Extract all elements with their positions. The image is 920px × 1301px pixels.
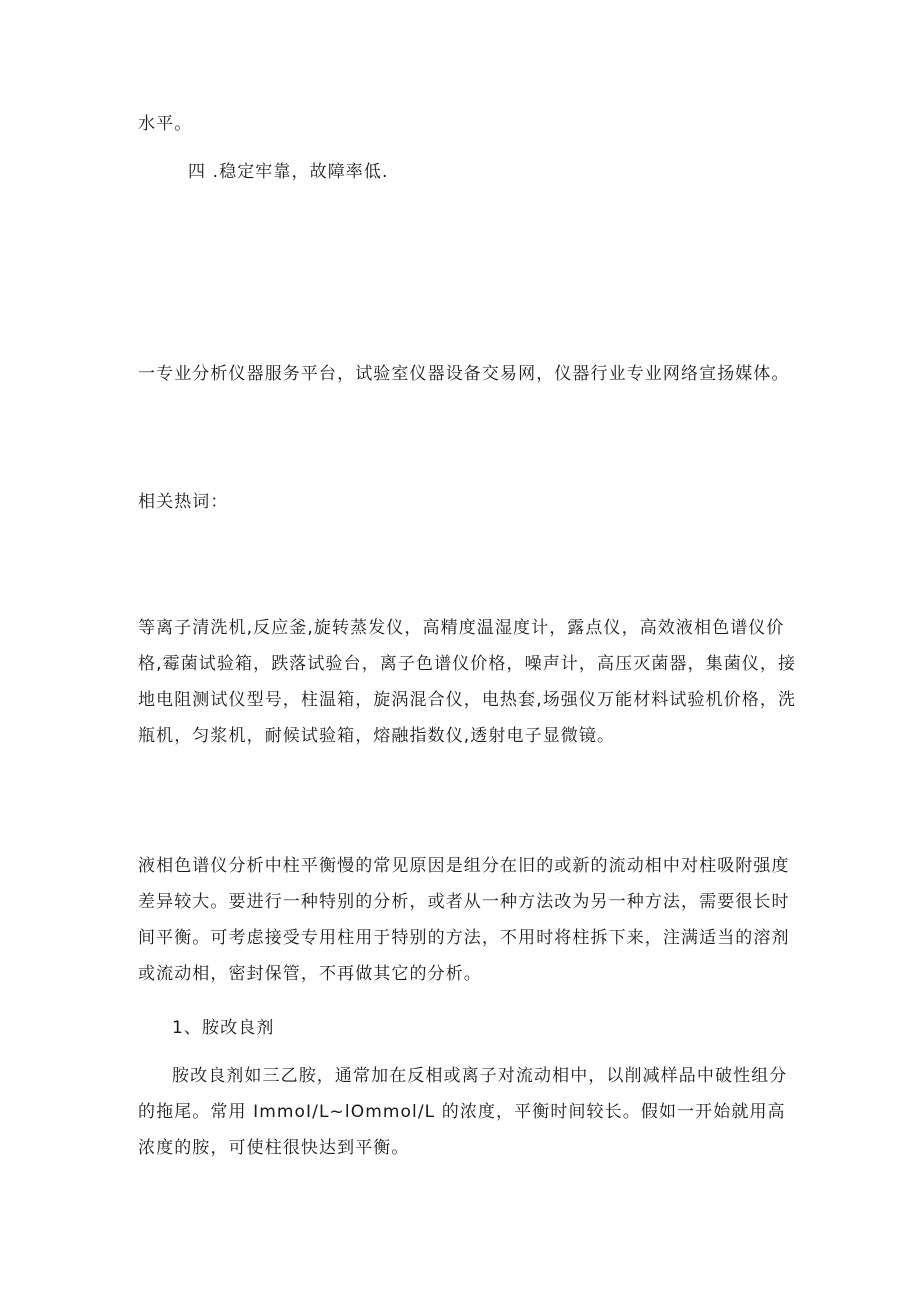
paragraph-column-equilibration: 液相色谱仪分析中柱平衡慢的常见原因是组分在旧的或新的流动相中对柱吸附强度差异较大。要进行一种特别的分析，或者从一种方法改为另一种方法，需要很长时间平衡。可考虑接受专用柱用于特别的方法，不用时将柱拆下来，注满适当的溶剂或流动相，密封保管，不再做其它的分析。 [138, 856, 790, 984]
platform-description: 一专业分析仪器服务平台，试验室仪器设备交易网，仪器行业专业网络宣扬媒体。 [138, 364, 790, 384]
related-keywords-list: 等离子清洗机,反应釜,旋转蒸发仪，高精度温湿度计，露点仪，高效液相色谱仪价格,霉菌试验箱，跌落试验台，离子色谱仪价格，噪声计，高压灭菌器，集菌仪，接地电阻测试仪型号，柱温箱，旋涡混合仪，电热套,场强仪万能材料试验机价格，洗瓶机，匀浆机，耐候试验箱，熔融指数仪,透射电子显微镜。 [138, 618, 797, 746]
paragraph-level-end: 水平。 [138, 114, 193, 134]
related-keywords-label: 相关热词： [138, 492, 229, 512]
paragraph-amine-modifier: 胺改良剂如三乙胺，通常加在反相或离子对流动相中，以削减样品中破性组分的拖尾。常用 ImmoI/L~lOmmol/L 的浓度，平衡时间较长。假如一开始就用高浓度的胺，可使柱很快达到平衡。 [138, 1066, 788, 1158]
section-heading-amine-modifier: 1、胺改良剂 [172, 1018, 275, 1038]
section-heading-four: 四 .稳定牢靠，故障率低. [188, 162, 389, 182]
